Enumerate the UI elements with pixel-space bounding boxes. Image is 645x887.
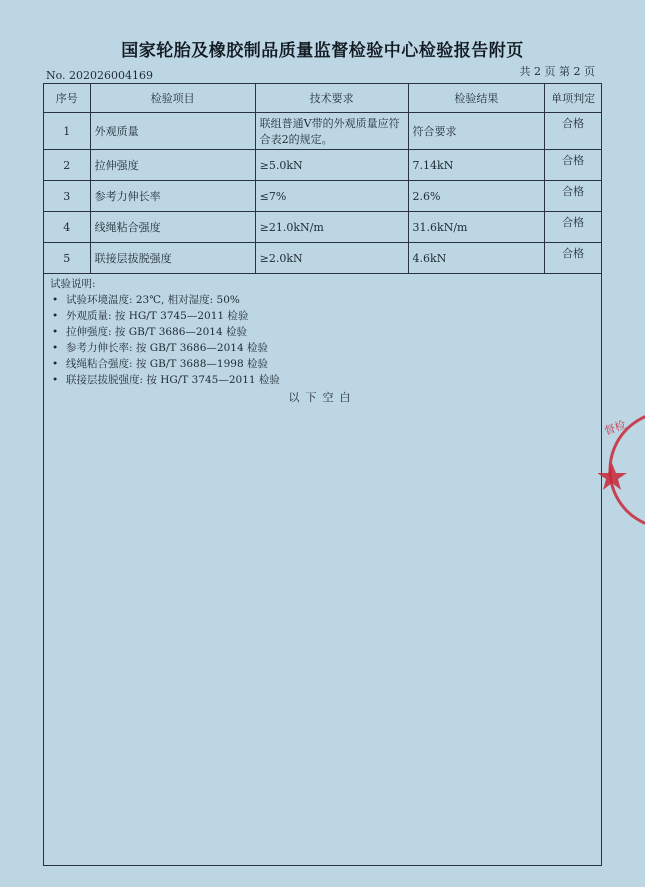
header-requirement: 技术要求 [255,84,408,113]
table-row [44,212,602,243]
cell-requirement: ≥21.0kN/m [255,212,408,243]
official-seal [598,405,645,535]
cell-seq: 4 [44,212,91,243]
cell-result: 7.14kN [408,150,545,181]
cell-requirement: ≥2.0kN [255,243,408,274]
table-header-row [44,84,602,113]
cell-item: 参考力伸长率 [90,181,255,212]
list-item: • 联接层拔脱强度: 按 HG/T 3745—2011 检验 [50,372,280,388]
page-count: 共 2 页 第 2 页 [519,65,595,78]
cell-result: 4.6kN [408,243,545,274]
report-number: No. 202026004169 [46,69,154,82]
cell-result: 2.6% [408,181,545,212]
cell-result: 31.6kN/m [408,212,545,243]
cell-item: 拉伸强度 [90,150,255,181]
list-item: • 试验环境温度: 23℃, 相对湿度: 50% [50,292,280,308]
cell-verdict: 合格 [545,212,602,243]
test-notes [50,276,280,388]
list-item: • 外观质量: 按 HG/T 3745—2011 检验 [50,308,280,324]
notes-heading: 试验说明: [50,278,96,290]
page-title: 国家轮胎及橡胶制品质量监督检验中心检验报告附页 [121,41,524,61]
cell-seq: 5 [44,243,91,274]
cell-verdict: 合格 [545,243,602,274]
cell-seq: 3 [44,181,91,212]
svg-text:督检: 督检 [602,418,628,438]
header-result: 检验结果 [408,84,545,113]
table-row [44,150,602,181]
cell-item: 外观质量 [90,113,255,150]
cell-verdict: 合格 [545,150,602,181]
cell-requirement: 联组普通V带的外观质量应符合表2的规定。 [255,113,408,150]
cell-requirement: ≥5.0kN [255,150,408,181]
cell-item: 联接层拔脱强度 [90,243,255,274]
list-item: • 参考力伸长率: 按 GB/T 3686—2014 检验 [50,340,280,356]
table-row [44,181,602,212]
header-item: 检验项目 [90,84,255,113]
cell-verdict: 合格 [545,181,602,212]
cell-result: 符合要求 [408,113,545,150]
cell-seq: 1 [44,113,91,150]
notes-list [50,292,280,388]
table-row [44,113,602,150]
cell-requirement: ≤7% [255,181,408,212]
blank-marker: 以下空白 [288,391,357,404]
cell-verdict: 合格 [545,113,602,150]
inspection-table [43,83,602,274]
header-verdict: 单项判定 [545,84,602,113]
table-row [44,243,602,274]
cell-item: 线绳粘合强度 [90,212,255,243]
cell-seq: 2 [44,150,91,181]
header-seq: 序号 [44,84,91,113]
list-item: • 拉伸强度: 按 GB/T 3686—2014 检验 [50,324,280,340]
list-item: • 线绳粘合强度: 按 GB/T 3688—1998 检验 [50,356,280,372]
